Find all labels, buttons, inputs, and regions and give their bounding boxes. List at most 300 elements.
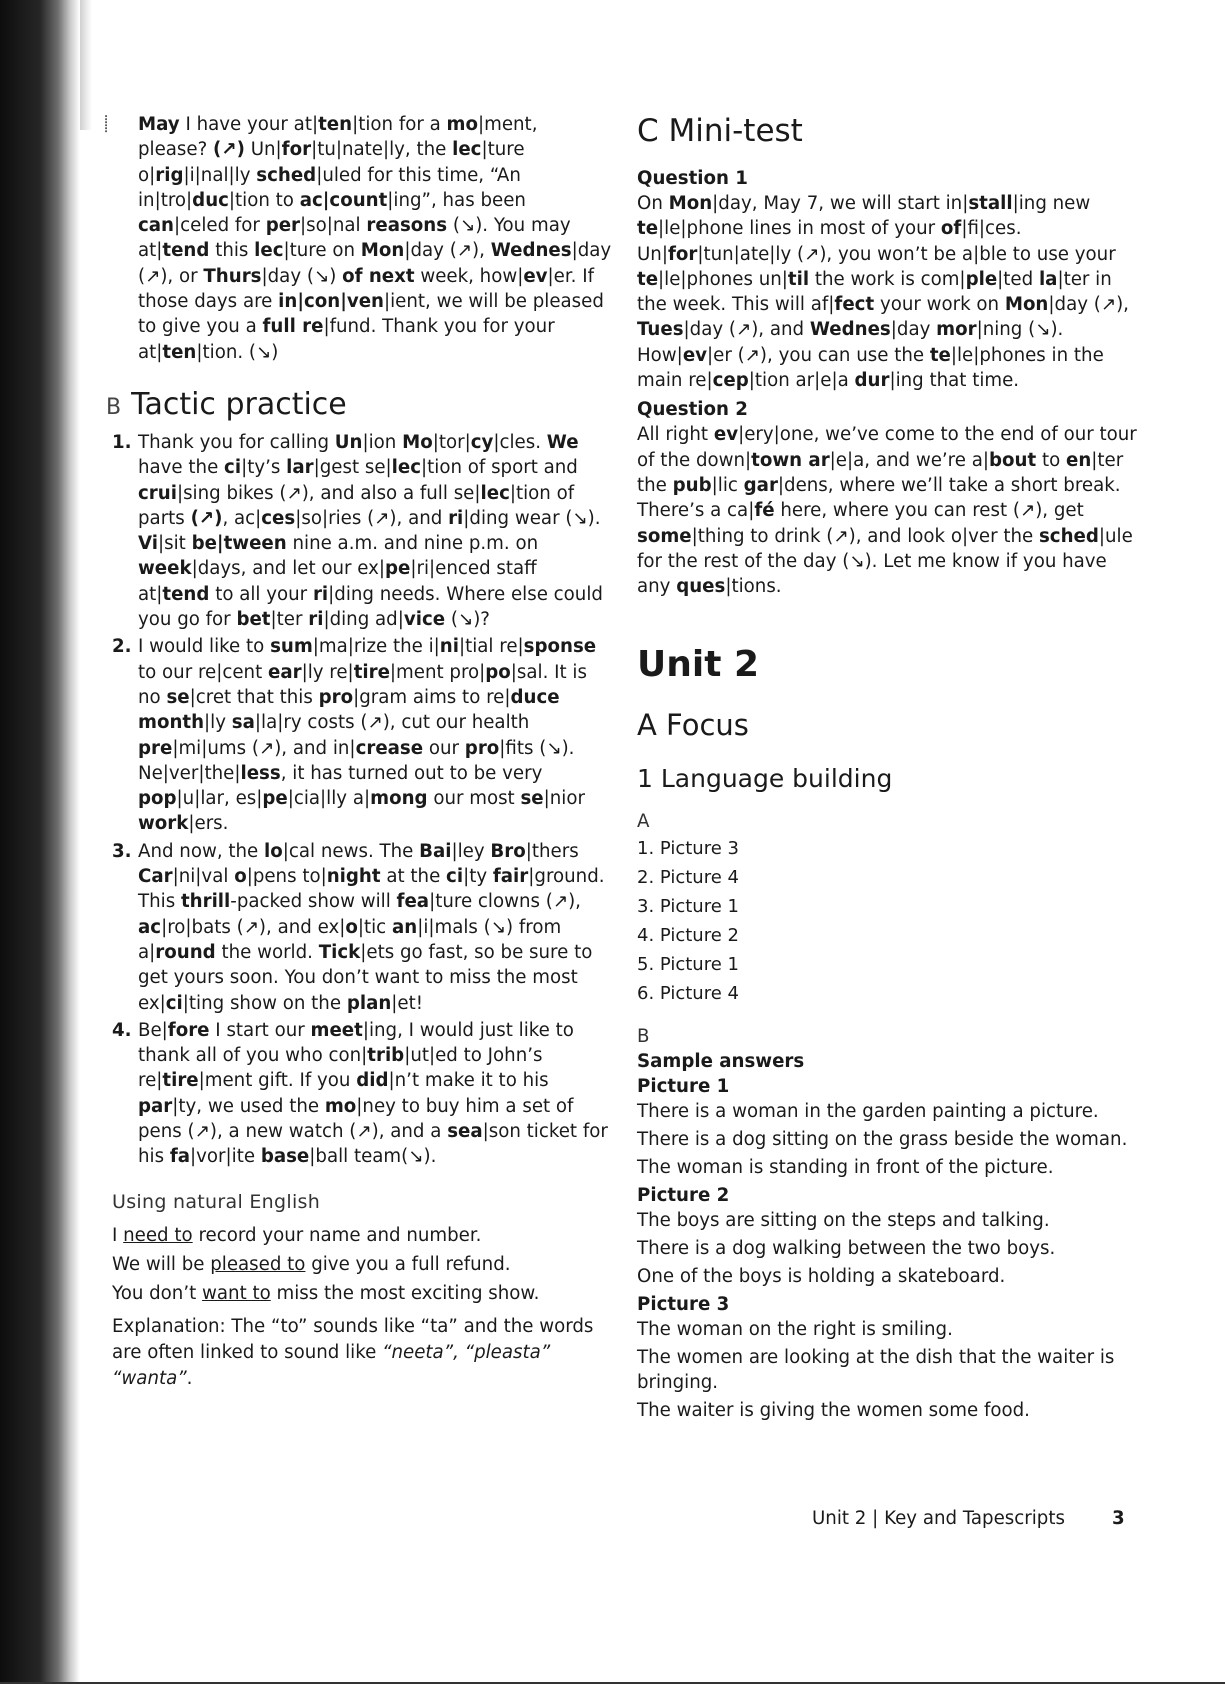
- stressed-syllable: an: [391, 916, 418, 938]
- explanation-end: .: [186, 1367, 193, 1389]
- text-run: |ment pro|: [389, 661, 486, 683]
- text-run: |le|phones un|: [658, 268, 788, 290]
- text-run: |day, May 7, we will start in|: [712, 193, 969, 214]
- stressed-syllable: Mo: [402, 431, 433, 453]
- stressed-syllable: Mon: [668, 193, 713, 214]
- text-run: |ding wear (↘).: [463, 507, 601, 529]
- text-run: |la|ry costs (↗), cut our health: [254, 712, 530, 734]
- text-run: |ter in the week. This will af|: [637, 268, 1112, 316]
- stressed-syllable: ac|count: [299, 189, 388, 211]
- stressed-syllable: bout: [989, 449, 1037, 471]
- stressed-syllable: pe: [262, 788, 288, 810]
- stressed-syllable: thrill: [180, 891, 231, 913]
- stressed-syllable: Vi: [138, 533, 158, 555]
- text-run: |lic: [711, 474, 744, 496]
- text-run: |tion ar|e|a: [748, 370, 855, 392]
- stressed-syllable: round: [155, 941, 216, 963]
- stressed-syllable: en: [1065, 449, 1092, 471]
- text-run: |fi|ces. Un|: [637, 218, 1022, 265]
- text-run: |sing bikes (↗), and also a full se|: [176, 482, 481, 504]
- tactic-item: [112, 634, 612, 836]
- tactic-letter: B: [106, 394, 122, 420]
- tactic-item: [112, 1018, 612, 1170]
- question-1-label: Question 1: [637, 168, 748, 189]
- stressed-syllable: fore: [167, 1019, 210, 1041]
- page-footer: [812, 1508, 1125, 1529]
- stressed-syllable: be|tween: [191, 533, 287, 555]
- stressed-syllable: se: [520, 788, 544, 810]
- text-run: Thank you for calling: [138, 431, 335, 453]
- text-run: |celed for: [174, 215, 266, 237]
- text-run: nine a.m. and nine p.m. on: [286, 533, 539, 555]
- text-run: here, where you can rest (↗), get: [774, 500, 1084, 522]
- tactic-title: Tactic practice: [131, 386, 347, 422]
- text-run: |ing that time.: [889, 370, 1020, 392]
- stressed-syllable: pe: [385, 558, 411, 580]
- text-run: |fund. Thank you for your at|: [138, 316, 555, 363]
- stressed-syllable: sum: [270, 636, 313, 658]
- text-run: |er. If those days are: [138, 265, 594, 313]
- stressed-syllable: reasons: [366, 215, 448, 237]
- text-run: |thers: [525, 840, 579, 862]
- stressed-syllable: in|con|ven: [278, 291, 384, 313]
- text-run: |ment gift. If you: [198, 1070, 357, 1092]
- stressed-syllable: ac: [138, 916, 162, 938]
- text-run: week, how|: [414, 265, 524, 287]
- text-run: |day (↗),: [1048, 294, 1129, 316]
- page-number: 3: [1112, 1508, 1125, 1529]
- intro-announcement: [104, 112, 612, 365]
- text-run: |ule for the rest of the day (↘). Let me know if you have any: [637, 525, 1133, 598]
- text-run: the work is com|: [809, 268, 966, 290]
- stressed-syllable: Bai: [419, 840, 452, 862]
- text-run: , ac|: [222, 507, 262, 529]
- stressed-syllable: ri: [448, 507, 464, 529]
- text-run: miss the most exciting show.: [270, 1282, 540, 1304]
- sample-answer: There is a dog walking between the two boys.: [637, 1238, 1056, 1260]
- stressed-syllable: pro: [464, 737, 500, 759]
- stressed-syllable: cy: [470, 431, 494, 453]
- minitest-title: C Mini-test: [637, 113, 803, 149]
- tactic-item: [112, 839, 612, 1016]
- stressed-syllable: Wednes: [490, 240, 572, 262]
- text-run: |ing new: [1012, 193, 1091, 214]
- sample-answer: The woman is standing in front of the picture.: [637, 1157, 1054, 1179]
- stressed-syllable: ques: [676, 576, 726, 598]
- text-run: |ture on: [283, 240, 361, 262]
- stressed-syllable: pre: [138, 737, 173, 759]
- text-run: |days, and let our ex|: [191, 558, 386, 580]
- tactic-heading: [106, 386, 612, 426]
- text-run: |ball team(↘).: [309, 1146, 437, 1168]
- text-run: |i|nal|ly: [183, 164, 257, 186]
- tactic-item-number: 2.: [112, 636, 132, 658]
- underlined-phrase: need to: [123, 1224, 193, 1246]
- stressed-syllable: ni: [439, 636, 459, 658]
- text-run: |gram aims to re|: [353, 686, 511, 708]
- stressed-syllable: par: [138, 1095, 173, 1117]
- stressed-syllable: some: [637, 525, 692, 547]
- stressed-syllable: tire: [353, 661, 390, 683]
- stressed-syllable: town ar: [751, 449, 830, 471]
- text-run: |ty, we used the: [172, 1095, 325, 1117]
- natural-english-line: [112, 1250, 612, 1279]
- text-run: |son ticket for his: [138, 1120, 608, 1168]
- stressed-syllable: lec: [254, 240, 284, 262]
- stressed-syllable: se: [166, 686, 190, 708]
- stressed-syllable: ci: [165, 992, 183, 1014]
- stressed-syllable: fé: [754, 500, 775, 522]
- text-run: |tion to: [228, 189, 300, 211]
- sample-answer: The woman on the right is smiling.: [637, 1319, 953, 1341]
- stressed-syllable: of next: [342, 265, 415, 287]
- stressed-syllable: Un: [334, 431, 363, 453]
- text-run: |le|phone lines in most of your: [658, 218, 941, 240]
- explanation-examples: “neeta”, “pleasta” “wanta”: [112, 1341, 551, 1389]
- stressed-syllable: dur: [854, 370, 890, 392]
- text-run: |ma|rize the i|: [312, 636, 440, 658]
- text-run: |mi|ums (↗), and in|: [172, 737, 356, 759]
- stressed-syllable: ev: [713, 424, 739, 446]
- stressed-syllable: ces: [261, 507, 296, 529]
- stressed-syllable: lo: [264, 840, 283, 862]
- stressed-syllable: ri: [308, 609, 324, 631]
- picture-answer: 6. Picture 4: [637, 983, 739, 1005]
- stressed-syllable: Thurs: [203, 265, 262, 287]
- stressed-syllable: la: [1038, 268, 1058, 290]
- text-run: |ly: [204, 712, 232, 734]
- stressed-syllable: crui: [138, 482, 177, 504]
- tactic-list: [112, 430, 612, 1170]
- text-run: |tion of parts: [138, 482, 575, 529]
- footer-text: Unit 2 | Key and Tapescripts: [812, 1508, 1065, 1529]
- left-column: [104, 112, 612, 1392]
- stressed-syllable: duce month: [138, 686, 560, 734]
- stressed-syllable: for: [667, 243, 698, 265]
- stressed-syllable: meet: [310, 1019, 363, 1041]
- text-run: our most: [427, 788, 521, 810]
- natural-english-line: [112, 1279, 612, 1308]
- stressed-syllable: o: [234, 866, 247, 888]
- text-run: |ion: [362, 431, 403, 453]
- part-a-label: A: [637, 811, 650, 833]
- stressed-syllable: bet: [236, 609, 271, 631]
- text-run: |so|ries (↗), and: [295, 507, 449, 529]
- picture-list: [637, 834, 1137, 1008]
- text-run: |ture o|: [138, 139, 525, 186]
- stressed-syllable: fect: [834, 294, 875, 316]
- stressed-syllable: sa: [231, 712, 255, 734]
- stressed-syllable: per: [265, 215, 301, 237]
- text-run: |ets go fast, so be sure to get yours soon. You don’t want to miss the most ex|: [138, 941, 593, 1014]
- text-run: |day (↗),: [404, 240, 491, 262]
- picture-answer: 1. Picture 3: [637, 838, 739, 860]
- text-run: |cal news. The: [282, 840, 420, 862]
- stressed-syllable: te: [637, 268, 659, 290]
- tactic-item-number: 4.: [112, 1019, 132, 1041]
- text-run: I start our: [209, 1019, 311, 1041]
- text-run: |ter the: [637, 449, 1124, 496]
- stressed-syllable: te: [637, 218, 659, 240]
- stressed-syllable: te: [929, 344, 951, 366]
- stressed-syllable: week: [138, 558, 192, 580]
- stressed-syllable: stall: [968, 193, 1013, 214]
- natural-english-title: Using natural English: [112, 1190, 321, 1213]
- text-run: |ri|enced staff at|: [138, 558, 537, 605]
- text-run: at the: [380, 866, 447, 888]
- text-run: |day (↗), or: [138, 240, 612, 287]
- book-spine-shadow: [0, 0, 80, 1684]
- text-run: |sal. It is no: [138, 661, 587, 708]
- stressed-syllable: can: [138, 215, 175, 237]
- stressed-syllable: fa: [169, 1146, 191, 1168]
- text-run: |n’t make it to his: [388, 1070, 549, 1092]
- stressed-syllable: (↗): [190, 507, 223, 529]
- text-run: Be|: [138, 1019, 168, 1041]
- text-run: |tic: [357, 916, 392, 938]
- tactic-item-number: 1.: [112, 431, 132, 453]
- text-run: |ture clowns (↗),: [429, 891, 581, 913]
- stressed-syllable: Wednes: [809, 319, 891, 341]
- natural-lines: [112, 1221, 612, 1308]
- text-run: |ting show on the: [182, 992, 347, 1014]
- stressed-syllable: sched: [1038, 525, 1099, 547]
- stressed-syllable: ci: [446, 866, 464, 888]
- question-2-label: Question 2: [637, 399, 748, 421]
- text-run: |i|mals (↘) from a|: [138, 916, 562, 963]
- text-run: |cia|lly a|: [287, 788, 371, 810]
- stressed-syllable: sponse: [523, 636, 597, 658]
- stressed-syllable: mor: [936, 319, 977, 341]
- text-run: |ient, we will be pleased to give you a: [138, 291, 604, 338]
- text-run: |ing, I would just like to thank all of you who con|: [138, 1019, 574, 1067]
- focus-title: A Focus: [637, 708, 749, 743]
- stressed-syllable: tire: [162, 1070, 199, 1092]
- stressed-syllable: Tick: [318, 941, 361, 963]
- text-run: |pens to|: [246, 866, 327, 888]
- natural-english-line: [112, 1221, 612, 1250]
- text-run: , it has turned out to be very: [280, 762, 543, 784]
- text-run: (↘). You may at|: [138, 215, 571, 262]
- sample-answer: The boys are sitting on the steps and talking.: [637, 1210, 1050, 1232]
- stressed-syllable: o: [345, 916, 358, 938]
- stressed-syllable: mo: [324, 1095, 357, 1117]
- stressed-syllable: pub: [672, 474, 712, 496]
- text-run: give you a full refund.: [305, 1253, 511, 1275]
- text-run: the world.: [215, 941, 319, 963]
- text-run: |day: [890, 319, 937, 341]
- underlined-phrase: pleased to: [210, 1253, 306, 1275]
- stressed-syllable: Bro: [490, 840, 526, 862]
- text-run: |le|phones in the main re|: [637, 344, 1104, 392]
- stressed-syllable: fair: [492, 866, 529, 888]
- text-run: |ut|ed to John’s re|: [138, 1045, 543, 1092]
- part-b-label: B: [637, 1026, 650, 1048]
- text-run: |tu|nate|ly, the: [311, 139, 453, 161]
- text-run: |ter: [270, 609, 309, 631]
- text-run: On: [637, 193, 669, 214]
- picture-answer: 4. Picture 2: [637, 925, 739, 947]
- stressed-syllable: cep: [712, 370, 749, 392]
- text-run: |ly re|: [301, 661, 354, 683]
- text-run: You don’t: [112, 1282, 203, 1304]
- text-run: |ni|val: [172, 866, 235, 888]
- text-run: All right: [637, 424, 714, 446]
- sample-answer: The waiter is giving the women some food.: [637, 1400, 1030, 1422]
- stressed-syllable: sea: [447, 1120, 483, 1142]
- text-run: |cles.: [493, 431, 547, 453]
- stressed-syllable: fea: [396, 891, 430, 913]
- text-run: to: [1036, 449, 1066, 471]
- picture-label: Picture 1: [637, 1076, 730, 1098]
- tactic-item-number: 3.: [112, 840, 132, 862]
- lead-mark: ⸽: [104, 114, 109, 133]
- stressed-syllable: lec: [480, 482, 510, 504]
- text-run: this: [209, 240, 255, 262]
- underlined-phrase: want to: [202, 1282, 271, 1304]
- stressed-syllable: lar: [286, 457, 314, 479]
- text-run: |ty: [463, 866, 493, 888]
- sample-answer: One of the boys is holding a skateboard.: [637, 1266, 1006, 1288]
- text-run: |ley: [451, 840, 491, 862]
- text-run: |ground. This: [138, 866, 605, 913]
- tactic-item: [112, 430, 612, 632]
- text-run: I would like to: [138, 636, 271, 658]
- text-run: |er (↗), you can use the: [707, 344, 930, 366]
- picture-answer: 2. Picture 4: [637, 867, 739, 889]
- text-run: |so|nal: [300, 215, 367, 237]
- stressed-syllable: base: [260, 1146, 310, 1168]
- text-run: |tion. (↘): [196, 341, 279, 363]
- right-column: [637, 112, 1137, 1426]
- stressed-syllable: ple: [965, 268, 998, 290]
- stressed-syllable: sched: [256, 164, 317, 186]
- text-run: |ing”, has been: [387, 189, 526, 211]
- text-run: I have your at|: [179, 114, 319, 135]
- stressed-syllable: mo: [446, 114, 478, 135]
- text-run: |day (↘): [261, 265, 343, 287]
- stressed-syllable: ten: [162, 341, 197, 363]
- text-run: |tial re|: [458, 636, 524, 658]
- text-run: record your name and number.: [192, 1224, 482, 1246]
- picture-label: Picture 3: [637, 1294, 730, 1316]
- sample-answer: There is a woman in the garden painting a picture.: [637, 1101, 1099, 1123]
- text-run: |sit: [158, 533, 192, 555]
- text-run: |ney to buy him a set of pens (↗), a new watch (↗), and a: [138, 1095, 574, 1142]
- unit-title: Unit 2: [637, 644, 759, 686]
- text-run: |nior: [543, 788, 585, 810]
- stressed-syllable: rig: [155, 164, 184, 186]
- explanation: [112, 1314, 612, 1392]
- text-run: |ding ad|: [323, 609, 404, 631]
- text-run: |vor|ite: [190, 1146, 261, 1168]
- stressed-syllable: night: [326, 866, 381, 888]
- stressed-syllable: lec: [391, 457, 422, 479]
- stressed-syllable: less: [240, 762, 281, 784]
- text-run: |e|a, and we’re a|: [829, 449, 989, 471]
- stressed-syllable: plan: [346, 992, 392, 1014]
- stressed-syllable: May: [138, 114, 180, 135]
- stressed-syllable: pro: [318, 686, 354, 708]
- stressed-syllable: pop: [138, 788, 177, 810]
- text-run: |et!: [391, 992, 424, 1014]
- stressed-syllable: We: [546, 431, 579, 453]
- stressed-syllable: work: [138, 813, 189, 835]
- explanation-text: Explanation: The “to” sounds like “ta” and the words are often linked to sound like: [112, 1315, 594, 1363]
- stressed-syllable: lec: [452, 139, 482, 161]
- stressed-syllable: ev: [682, 344, 708, 366]
- stressed-syllable: Mon: [360, 240, 405, 262]
- text-run: -packed show will: [230, 891, 397, 913]
- text-run: Un|: [244, 139, 282, 161]
- stressed-syllable: ci: [224, 457, 242, 479]
- text-run: |thing to drink (↗), and look o|ver the: [691, 525, 1039, 547]
- language-building-title: 1 Language building: [637, 764, 893, 794]
- text-run: |tun|ate|ly (↗), you won’t be a|ble to use your: [697, 243, 1116, 265]
- text-run: |cret that this: [189, 686, 319, 708]
- text-run: |u|lar, es|: [176, 788, 263, 810]
- text-run: your work on: [874, 294, 1005, 316]
- stressed-syllable: duc: [192, 189, 229, 211]
- intro-text: [112, 112, 612, 365]
- text-run: |ery|one, we’ve come to the end of our tour of the down|: [637, 424, 1137, 471]
- stressed-syllable: for: [281, 139, 312, 161]
- stressed-syllable: Tues: [637, 319, 684, 341]
- stressed-syllable: til: [787, 268, 810, 290]
- text-run: have the: [138, 457, 225, 479]
- stressed-syllable: ri: [312, 583, 329, 605]
- text-run: |uled for this time, “An in|tro|: [138, 164, 521, 211]
- picture-answer: 3. Picture 1: [637, 896, 739, 918]
- text-run: |day (↗), and: [683, 319, 810, 341]
- stressed-syllable: did: [356, 1070, 389, 1092]
- text-run: to our re|cent: [138, 661, 268, 683]
- text-run: |ment, please?: [138, 114, 538, 161]
- stressed-syllable: crease: [355, 737, 424, 759]
- text-run: |tion for a: [352, 114, 447, 135]
- stressed-syllable: Car: [138, 866, 173, 888]
- text-run: And now, the: [138, 840, 265, 862]
- stressed-syllable: (↗): [213, 139, 245, 161]
- sample-answers-label: Sample answers: [637, 1051, 805, 1073]
- question-2-text: [637, 422, 1137, 599]
- stressed-syllable: vice: [403, 609, 446, 631]
- stressed-syllable: of: [940, 218, 962, 240]
- text-run: I: [112, 1224, 124, 1246]
- stressed-syllable: ear: [267, 661, 302, 683]
- text-run: (↘)?: [445, 609, 490, 631]
- text-run: |gest se|: [313, 457, 392, 479]
- sample-answer: There is a dog sitting on the grass beside the woman.: [637, 1129, 1128, 1151]
- stressed-syllable: ev: [523, 265, 548, 287]
- stressed-syllable: ten: [318, 114, 353, 135]
- text-run: |ty’s: [241, 457, 287, 479]
- picture-label: Picture 2: [637, 1185, 730, 1207]
- text-run: |ers.: [188, 813, 229, 835]
- picture-answer: 5. Picture 1: [637, 954, 739, 976]
- stressed-syllable: Mon: [1004, 294, 1049, 316]
- stressed-syllable: tend: [162, 583, 210, 605]
- stressed-syllable: po: [485, 661, 511, 683]
- text-run: We will be: [112, 1253, 211, 1275]
- text-run: |tor|: [432, 431, 471, 453]
- text-run: to all your: [209, 583, 313, 605]
- answer-groups: [637, 1074, 1137, 1423]
- stressed-syllable: trib: [367, 1045, 405, 1067]
- stressed-syllable: full re: [262, 316, 324, 338]
- text-run: |ro|bats (↗), and ex|: [161, 916, 346, 938]
- question-1-text: [637, 191, 1137, 393]
